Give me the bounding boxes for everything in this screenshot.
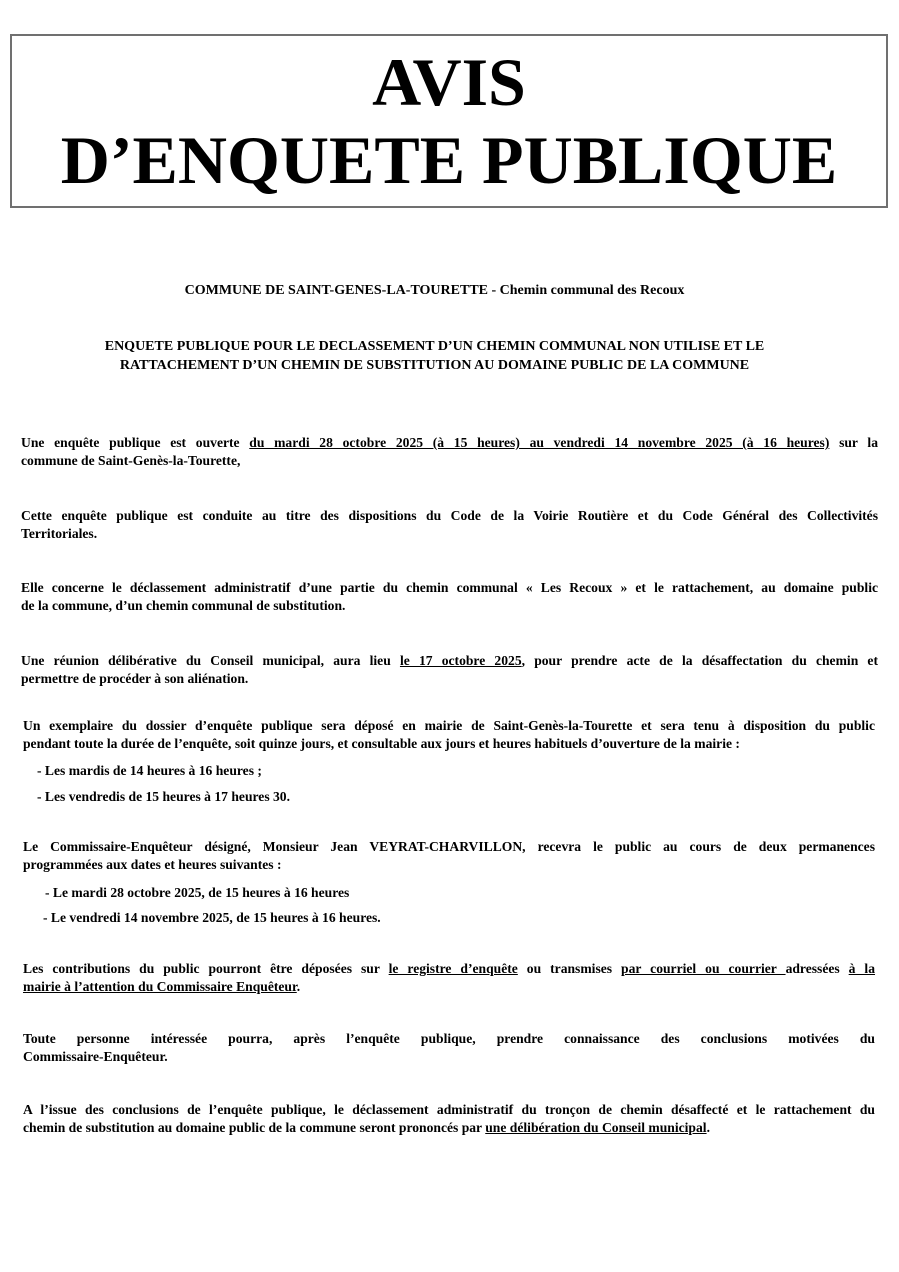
paragraph-7-line-1: Les contributions du public pourront être déposées sur le registre d’enquête ou transmises par courriel ou courrier adressées à la: [23, 961, 876, 976]
registre-enquete: le registre d’enquête: [388, 961, 518, 976]
title-box: [10, 34, 888, 208]
permanence-1: - Le mardi 28 octobre 2025, de 15 heures à 16 heures: [45, 885, 350, 900]
paragraph-5-line-2: pendant toute la durée de l’enquête, soit quinze jours, et consultable aux jours et heures habituels d’ouverture de la mairie :: [23, 736, 740, 751]
paragraph-3-line-2: de la commune, d’un chemin communal de substitution.: [21, 598, 346, 613]
opening-hours-tuesday: - Les mardis de 14 heures à 16 heures ;: [37, 763, 262, 778]
paragraph-dossier: [23, 717, 875, 753]
mairie-attention: mairie à l’attention du Commissaire Enquêteur: [23, 979, 297, 994]
paragraph-7-line-2: mairie à l’attention du Commissaire Enquêteur.: [23, 979, 301, 994]
paragraph-4-line-1: Une réunion délibérative du Conseil municipal, aura lieu le 17 octobre 2025, pour prendre acte de la désaffectation du chemin et: [21, 653, 878, 668]
permanence-2: - Le vendredi 14 novembre 2025, de 15 heures à 16 heures.: [43, 910, 381, 925]
paragraph-6-line-1: Le Commissaire-Enquêteur désigné, Monsieur Jean VEYRAT-CHARVILLON, recevra le public au cours de deux permanences: [23, 839, 875, 854]
paragraph-9-line-2: chemin de substitution au domaine public de la commune seront prononcés par une délibération du Conseil municipal.: [23, 1120, 710, 1135]
paragraph-8-line-2: Commissaire-Enquêteur.: [23, 1049, 168, 1064]
paragraph-8-line-1: Toute personne intéressée pourra, après l’enquête publique, prendre connaissance des conclusions motivées du: [23, 1031, 875, 1046]
paragraph-9-line-1: A l’issue des conclusions de l’enquête publique, le déclassement administratif du tronçon de chemin désaffecté et le rattachement du: [23, 1102, 875, 1117]
paragraph-commissaire: [23, 838, 875, 874]
paragraph-conclusions: [23, 1030, 875, 1066]
paragraph-2-line-2: Territoriales.: [21, 526, 98, 541]
paragraph-1-line-1: Une enquête publique est ouverte du mardi 28 octobre 2025 (à 15 heures) au vendredi 14 novembre 2025 (à 16 heures) sur la: [21, 435, 879, 450]
paragraph-1-line-2: commune de Saint-Genès-la-Tourette,: [21, 453, 241, 468]
paragraph-legal-basis: [21, 507, 878, 543]
paragraph-contributions: [23, 960, 875, 996]
heading-line-1: ENQUETE PUBLIQUE POUR LE DECLASSEMENT D’UN CHEMIN COMMUNAL NON UTILISE ET LE: [104, 339, 765, 354]
paragraph-object: [21, 579, 878, 615]
paragraph-opening-dates: [21, 434, 878, 470]
enquete-heading: [60, 337, 809, 375]
council-date: le 17 octobre 2025: [399, 653, 522, 668]
paragraph-5-line-1: Un exemplaire du dossier d’enquête publique sera déposé en mairie de Saint-Genès-la-Tourette et sera tenu à disposition du public: [23, 718, 875, 733]
paragraph-4-line-2: permettre de procéder à son aliénation.: [21, 671, 249, 686]
paragraph-2-line-1: Cette enquête publique est conduite au titre des dispositions du Code de la Voirie Routière et du Code Général des Collectivités: [21, 508, 878, 523]
deliberation-conseil: une délibération du Conseil municipal: [485, 1120, 707, 1135]
paragraph-3-line-1: Elle concerne le déclassement administratif d’une partie du chemin communal « Les Recoux » et le rattachement, au domaine public: [21, 580, 878, 595]
paragraph-6-line-2: programmées aux dates et heures suivantes :: [23, 857, 282, 872]
enquete-dates: du mardi 28 octobre 2025 (à 15 heures) au vendredi 14 novembre 2025 (à 16 heures): [249, 435, 830, 450]
courriel-courrier: par courriel ou courrier: [621, 961, 786, 976]
a-la: à la: [848, 961, 876, 976]
title-avis: AVIS: [372, 44, 526, 120]
paragraph-council-meeting: [21, 652, 878, 688]
title-enquete-publique: D’ENQUETE PUBLIQUE: [60, 122, 838, 198]
paragraph-declassement: [23, 1101, 875, 1137]
heading-line-2: RATTACHEMENT D’UN CHEMIN DE SUBSTITUTION AU DOMAINE PUBLIC DE LA COMMUNE: [119, 358, 750, 373]
opening-hours-friday: - Les vendredis de 15 heures à 17 heures 30.: [37, 789, 291, 804]
commune-subtitle: COMMUNE DE SAINT-GENES-LA-TOURETTE - Chemin communal des Recoux: [184, 283, 685, 298]
